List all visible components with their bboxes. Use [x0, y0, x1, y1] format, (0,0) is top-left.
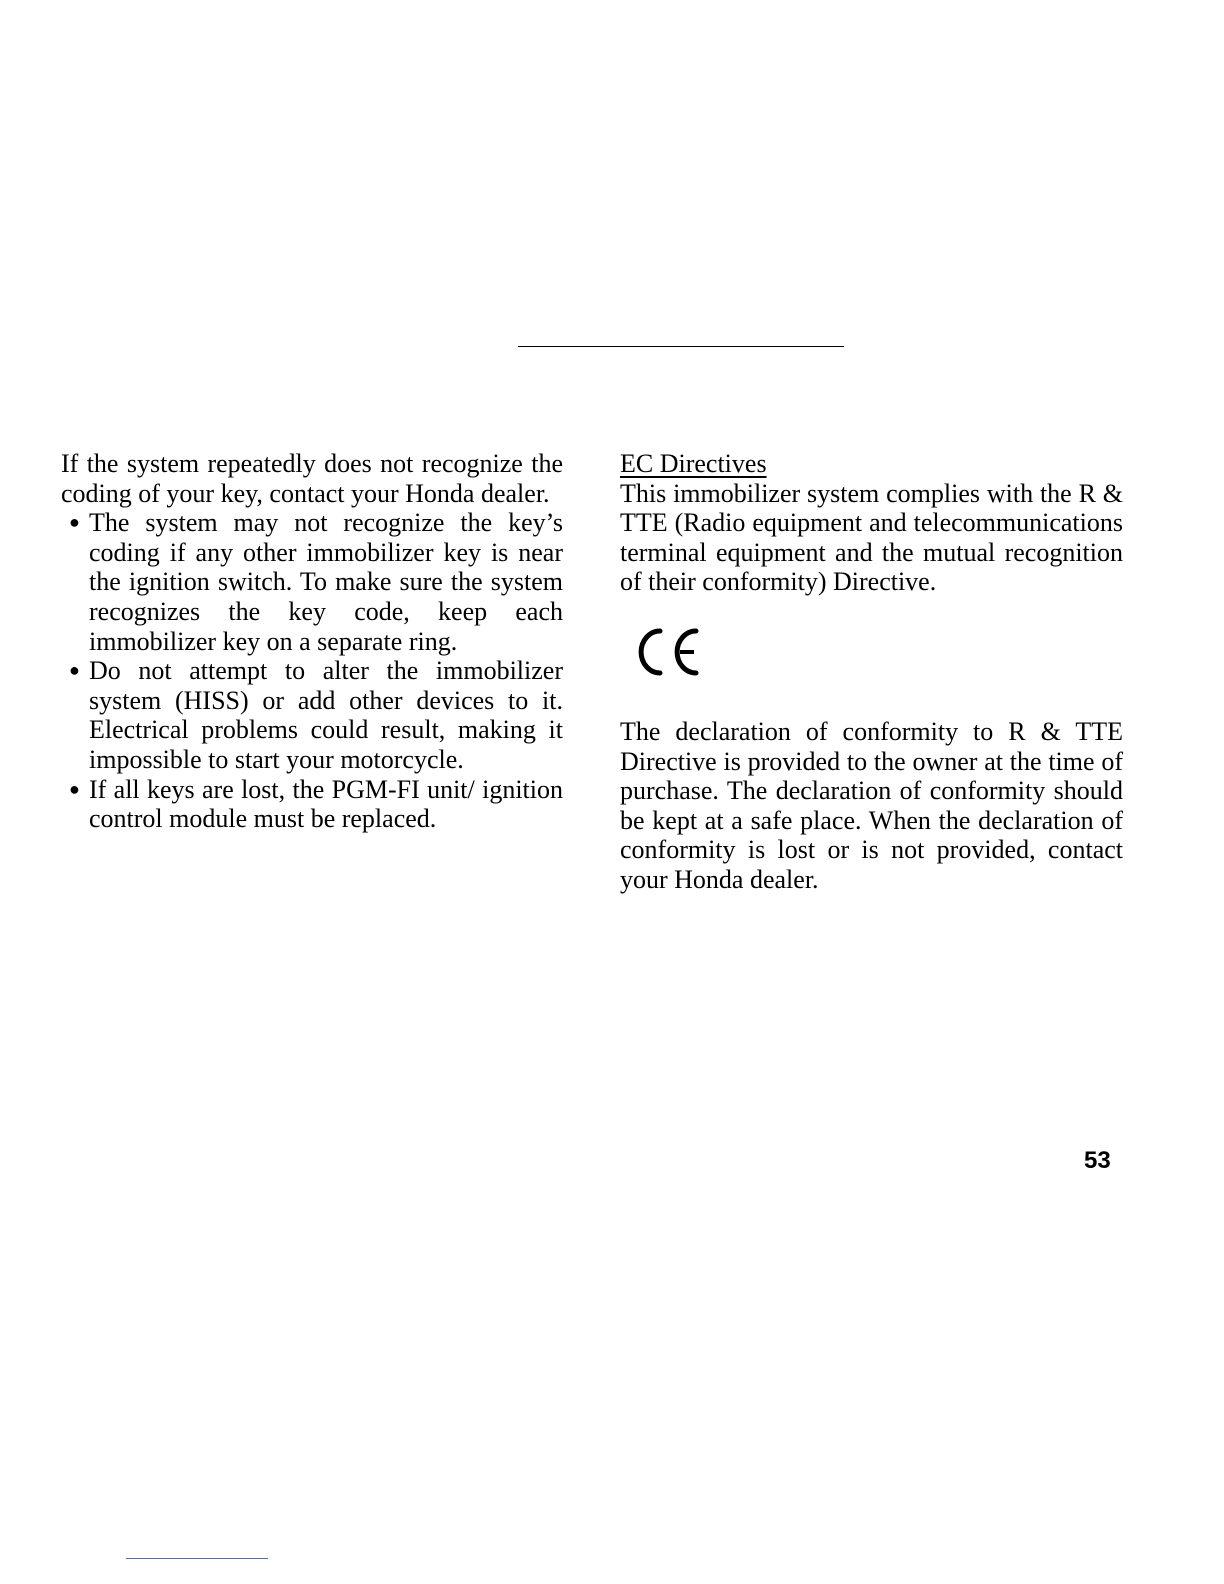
page-number: 53 [1084, 1147, 1111, 1174]
compliance-paragraph: This immobilizer system complies with the R & TTE (Radio equipment and telecommunications terminal equipment and the mutual recognition of their conformity) Directive. [620, 478, 1123, 597]
bullet-item [61, 656, 563, 774]
right-column [620, 449, 1123, 895]
bullet-item [61, 775, 563, 834]
bullet-text: If all keys are lost, the PGM-FI unit/ ignition control module must be replaced. [89, 774, 563, 834]
bullet-list [61, 508, 563, 834]
bullet-icon: ● [69, 660, 80, 681]
bullet-item [61, 508, 563, 656]
ce-marking-icon [630, 619, 1123, 685]
footer-divider [126, 1558, 268, 1559]
declaration-paragraph: The declaration of conformity to R & TTE Directive is provided to the owner at the time of purchase. The declaration of conformity should be kept at a safe place. When the declaration of conformity is lost or is not provided, contact your Honda dealer. [620, 716, 1123, 894]
bullet-icon: ● [69, 512, 80, 533]
section-heading: EC Directives [620, 449, 767, 478]
header-divider [518, 346, 844, 347]
bullet-text: Do not attempt to alter the immobilizer system (HISS) or add other devices to it. Electrical problems could result, making it impossible to start your motorcycle. [89, 656, 563, 774]
intro-paragraph: If the system repeatedly does not recognize the coding of your key, contact your Honda dealer. [61, 449, 563, 508]
bullet-text: The system may not recognize the key’s coding if any other immobilizer key is near the ignition switch. To make sure the system recognizes the key code, keep each immobilizer key on a separate ring. [89, 508, 563, 656]
left-column [61, 449, 563, 834]
bullet-icon: ● [69, 778, 80, 799]
